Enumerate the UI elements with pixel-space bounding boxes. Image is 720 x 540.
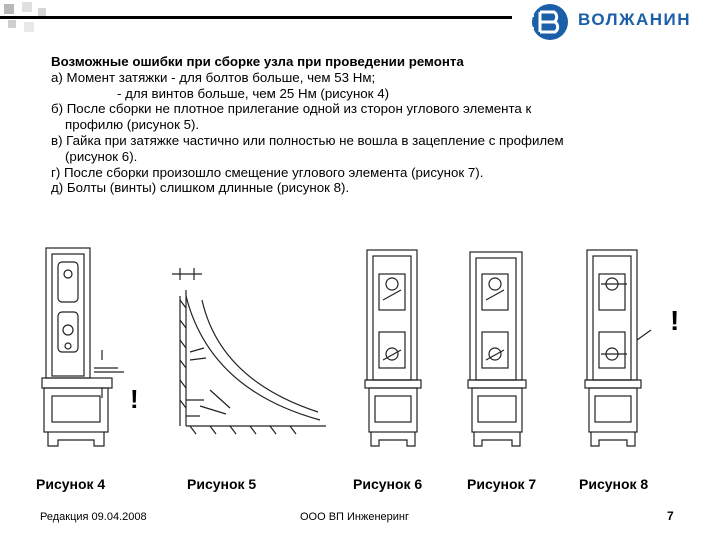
- figure-8-drawing: [575, 240, 655, 455]
- page-title: Возможные ошибки при сборке узла при проведении ремонта: [51, 54, 464, 69]
- decor-square: [24, 22, 34, 32]
- caption-figure-6: Рисунок 6: [353, 476, 423, 492]
- caption-figure-8: Рисунок 8: [579, 476, 649, 492]
- text-line: (рисунок 6).: [65, 148, 138, 164]
- text-line: д) Болты (винты) слишком длинные (рисунок 8).: [51, 180, 350, 196]
- text-line: профилю (рисунок 5).: [65, 117, 200, 133]
- caption-figure-7: Рисунок 7: [467, 476, 537, 492]
- decor-square: [4, 4, 14, 14]
- figure-5-drawing: [150, 240, 330, 440]
- instructions-block: [51, 54, 691, 196]
- figure-4-drawing: [30, 240, 150, 455]
- decor-square: [22, 2, 32, 12]
- warning-mark: !: [130, 384, 139, 414]
- footer-edition: Редакция 09.04.2008: [40, 511, 147, 523]
- text-line: - для винтов больше, чем 25 Нм (рисунок 4): [117, 85, 390, 101]
- decor-square: [8, 20, 16, 28]
- text-line: г) После сборки произошло смещение углового элемента (рисунок 7).: [51, 164, 484, 180]
- figure-6-drawing: [355, 240, 435, 455]
- warning-mark: !: [670, 305, 680, 336]
- text-line: б) После сборки не плотное прилегание одной из сторон углового элемента к: [51, 101, 532, 117]
- decor-square: [38, 8, 46, 16]
- caption-figure-4: Рисунок 4: [36, 476, 106, 492]
- figure-7-drawing: [458, 240, 538, 455]
- logo-text: ВОЛЖАНИН: [578, 10, 691, 29]
- page-number: 7: [667, 509, 674, 523]
- footer-company: ООО ВП Инженеринг: [300, 511, 410, 523]
- text-line: а) Момент затяжки - для болтов больше, чем 53 Нм;: [51, 69, 376, 85]
- caption-figure-5: Рисунок 5: [187, 476, 257, 492]
- text-line: в) Гайка при затяжке частично или полностью не вошла в зацепление с профилем: [51, 132, 564, 148]
- header-rule: [0, 16, 512, 19]
